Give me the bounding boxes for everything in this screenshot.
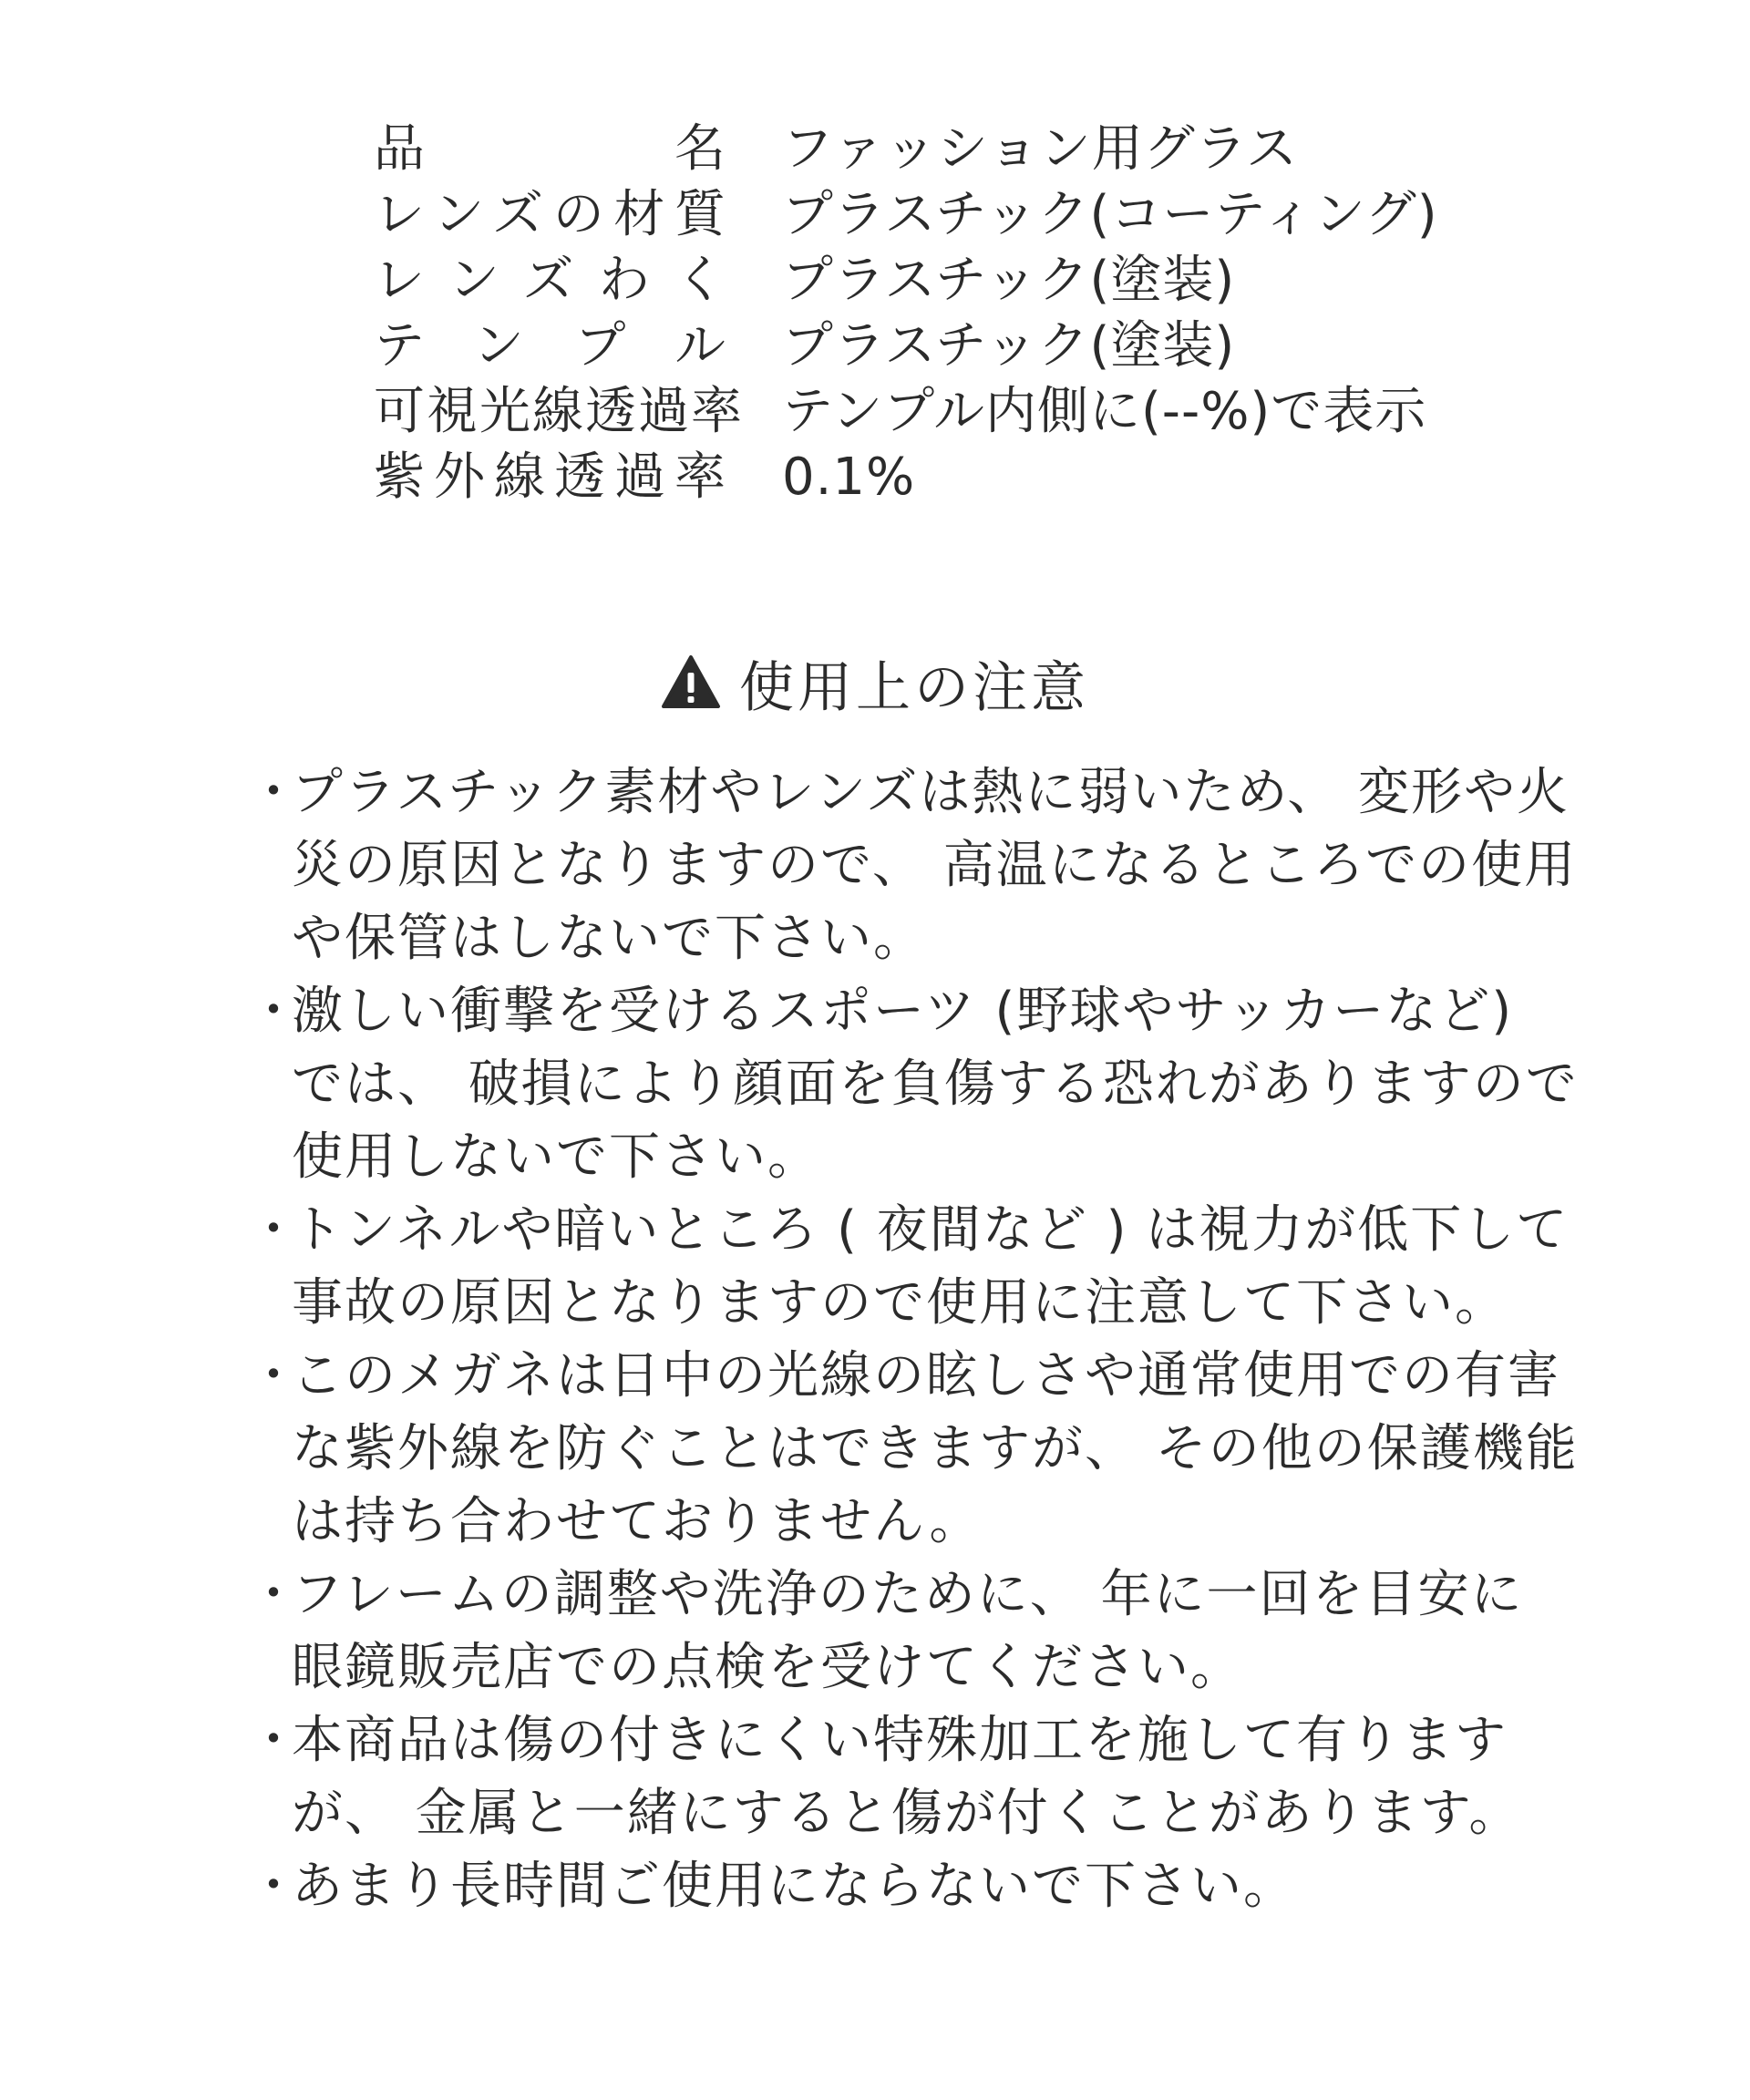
notice-line: 本商品は傷の付きにくい特殊加工を施して有ります (292, 1711, 1508, 1770)
spec-label: テンプル (374, 316, 727, 376)
bullet: ・ (248, 1565, 301, 1624)
list-item (248, 975, 1597, 1194)
notice-title: 使用上の注意 (739, 656, 1089, 720)
spec-label: 紫外線透過率 (374, 448, 727, 507)
warning-icon (661, 654, 721, 709)
notice-list (248, 757, 1597, 1923)
spec-value: ファッション用グラス (782, 119, 1299, 179)
spec-label: レンズの材質 (374, 185, 727, 244)
list-item (248, 1850, 1597, 1923)
spec-value: プラスチック(塗装) (782, 316, 1236, 376)
notice-line: プラスチック素材やレンズは熱に弱いため、 変形や火 (292, 763, 1570, 822)
list-item (248, 757, 1597, 975)
notice-line: 眼鏡販売店での点検を受けてください。 (292, 1638, 1243, 1697)
notice-line: あまり長時間ご使用にならないで下さい。 (292, 1857, 1296, 1916)
notice-line: 災の原因となりますので、 高温になるところでの使用 (292, 836, 1578, 895)
spec-label: 可視光線透過率 (374, 382, 744, 441)
spec-row-product-name (374, 117, 1438, 182)
spec-value: 0.1% (782, 448, 916, 507)
spec-row-lens-material (374, 182, 1438, 248)
spec-row-uv (374, 445, 1438, 510)
list-item (248, 1704, 1597, 1850)
spec-label: 品名 (374, 119, 727, 179)
notice-line: トンネルや暗いところ ( 夜間など ) は視力が低下して (292, 1200, 1570, 1260)
notice-line: や保管はしないで下さい。 (292, 909, 926, 968)
spec-row-visible-light (374, 379, 1438, 445)
spec-row-lens-frame (374, 248, 1438, 314)
notice-line: フレームの調整や洗浄のために、 年に一回を目安に (292, 1565, 1524, 1624)
spec-label: レンズわく (374, 251, 727, 310)
list-item (248, 1340, 1597, 1559)
bullet: ・ (248, 1200, 301, 1260)
spec-table (374, 117, 1438, 510)
bullet: ・ (248, 763, 301, 822)
list-item (248, 1194, 1597, 1340)
spec-value: プラスチック(コーティング) (782, 185, 1438, 244)
notice-line: このメガネは日中の光線の眩しさや通常使用での有害 (292, 1346, 1560, 1405)
bullet: ・ (248, 1346, 301, 1405)
bullet: ・ (248, 982, 301, 1041)
notice-line: では、 破損により顔面を負傷する恐れがありますので (292, 1055, 1579, 1114)
spec-value: テンプル内側に(--%)で表示 (782, 382, 1427, 441)
notice-line: が、 金属と一緒にすると傷が付くことがあります。 (292, 1784, 1522, 1843)
notice-line: 事故の原因となりますので使用に注意して下さい。 (292, 1273, 1508, 1333)
notice-line: 激しい衝撃を受けるスポーツ (野球やサッカーなど) (292, 982, 1514, 1041)
bullet: ・ (248, 1711, 301, 1770)
notice-line: は持ち合わせておりません。 (292, 1492, 983, 1551)
list-item (248, 1559, 1597, 1704)
spec-value: プラスチック(塗装) (782, 251, 1236, 310)
spec-row-temple (374, 314, 1438, 379)
notice-line: な紫外線を防ぐことはできますが、 その他の保護機能 (292, 1419, 1579, 1478)
notice-line: 使用しないで下さい。 (292, 1127, 820, 1187)
notice-heading (0, 647, 1750, 720)
bullet: ・ (248, 1857, 301, 1916)
